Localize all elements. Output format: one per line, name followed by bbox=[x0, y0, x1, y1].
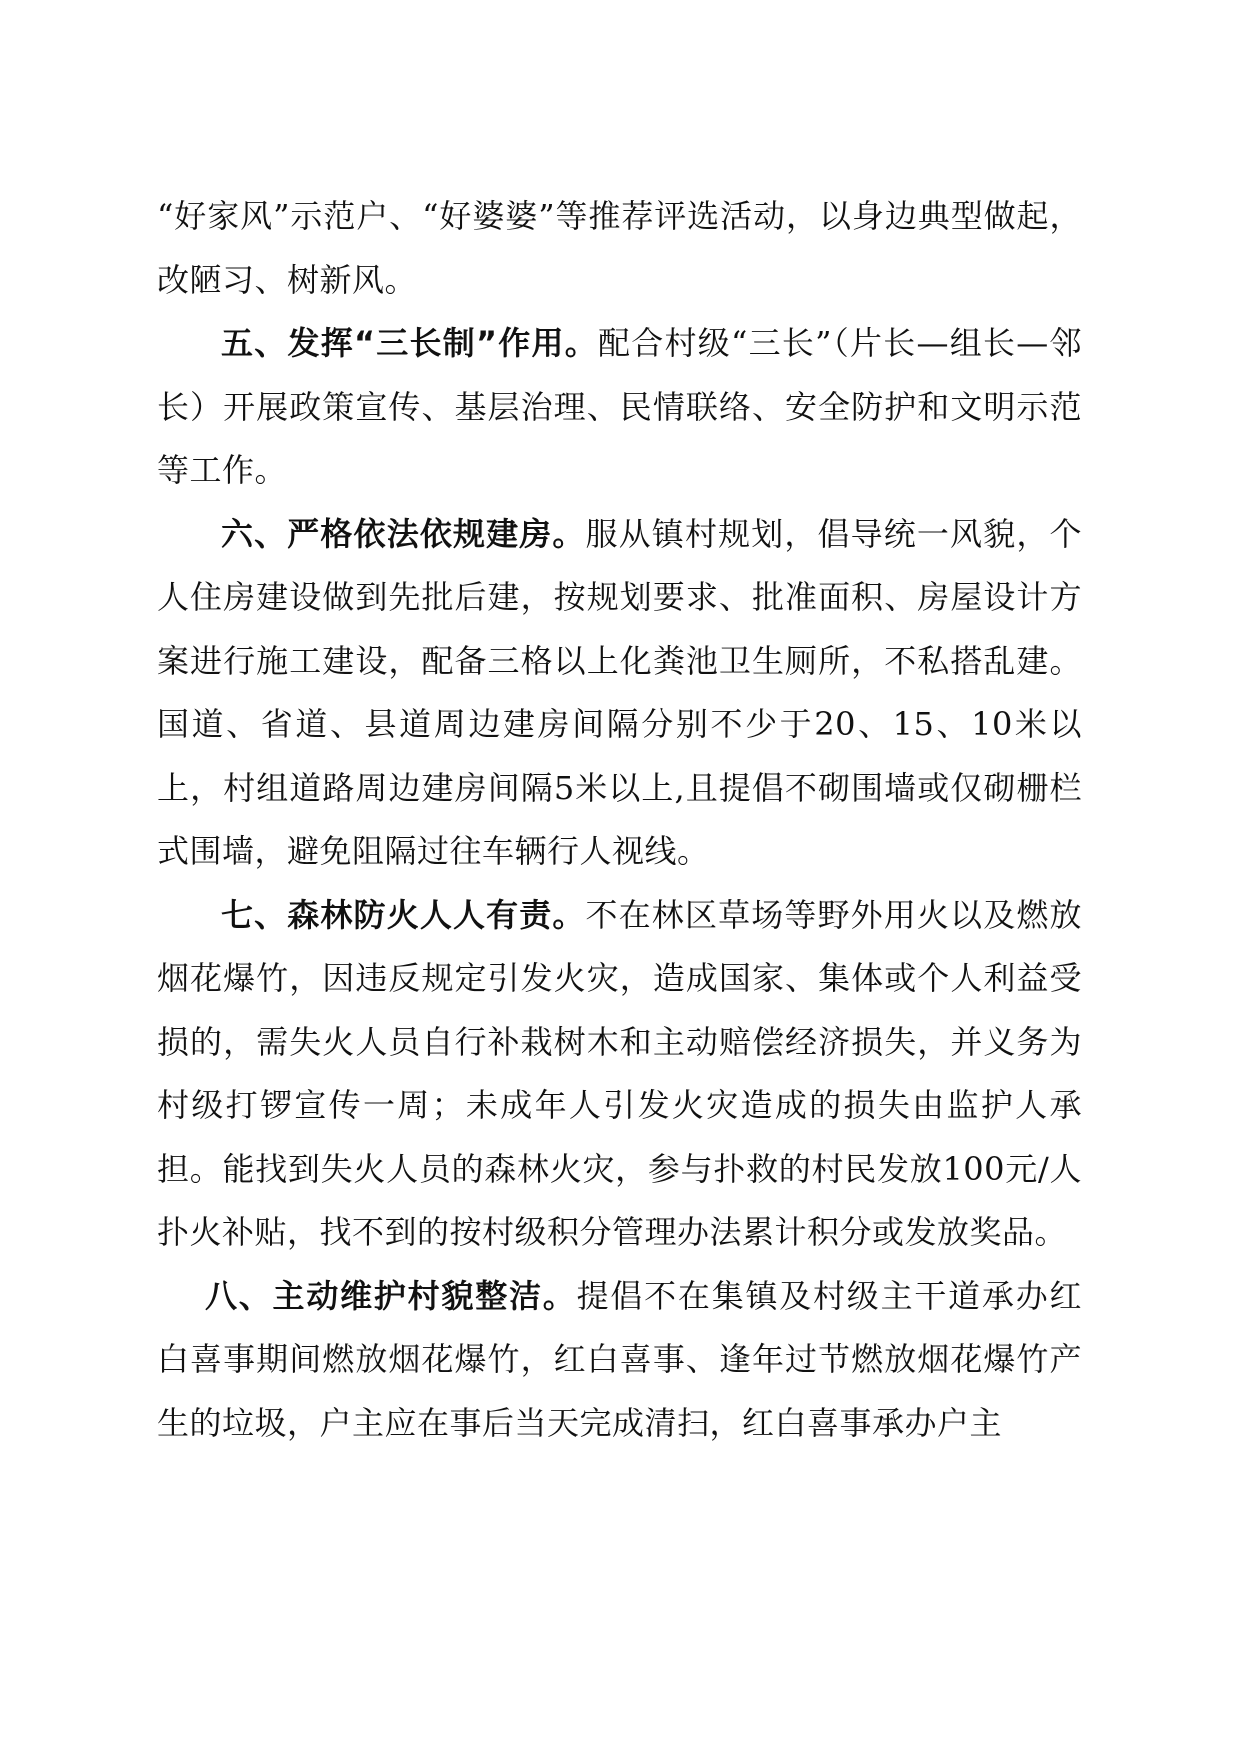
document-body bbox=[157, 185, 1082, 1455]
paragraph-section-8 bbox=[157, 1265, 1082, 1456]
section-heading: 七、森林防火人人有责。 bbox=[221, 895, 586, 934]
paragraph-text: 提倡不在集镇及村级主干道承办红白喜事期间燃放烟花爆竹，红白喜事、逢年过节燃放烟花爆竹产生的垃圾，户主应在事后当天完成清扫，红白喜事承办户主 bbox=[157, 1276, 1082, 1442]
paragraph-section-6 bbox=[157, 503, 1082, 884]
paragraph-continuation bbox=[157, 185, 1082, 312]
paragraph-section-5 bbox=[157, 312, 1082, 503]
paragraph-text: “好家风”示范户、“好婆婆”等推荐评选活动，以身边典型做起，改陋习、树新风。 bbox=[157, 197, 1082, 299]
section-heading: 五、发挥“三长制”作用。 bbox=[221, 324, 599, 362]
paragraph-text: 服从镇村规划，倡导统一风貌，个人住房建设做到先批后建，按规划要求、批准面积、房屋设计方案进行施工建设，配备三格以上化粪池卫生厕所，不私搭乱建。国道、省道、县道周边建房间隔分别不少于20、15、10米以上，村组道路周边建房间隔5米以上,且提倡不砌围墙或仅砌栅栏式围墙，避免阻隔过往车辆行人视线。 bbox=[157, 514, 1082, 870]
section-heading: 八、主动维护村貌整洁。 bbox=[205, 1276, 577, 1315]
paragraph-text: 配合村级“三长”（片长—组长—邻长）开展政策宣传、基层治理、民情联络、安全防护和文明示范等工作。 bbox=[157, 324, 1082, 489]
section-heading: 六、严格依法依规建房。 bbox=[221, 514, 586, 553]
paragraph-text: 不在林区草场等野外用火以及燃放烟花爆竹，因违反规定引发火灾，造成国家、集体或个人利益受损的，需失火人员自行补栽树木和主动赔偿经济损失，并义务为村级打锣宣传一周；未成年人引发火灾造成的损失由监护人承担。能找到失火人员的森林火灾，参与扑救的村民发放100元/人扑火补贴，找不到的按村级积分管理办法累计积分或发放奖品。 bbox=[157, 895, 1082, 1251]
paragraph-section-7 bbox=[157, 884, 1082, 1265]
